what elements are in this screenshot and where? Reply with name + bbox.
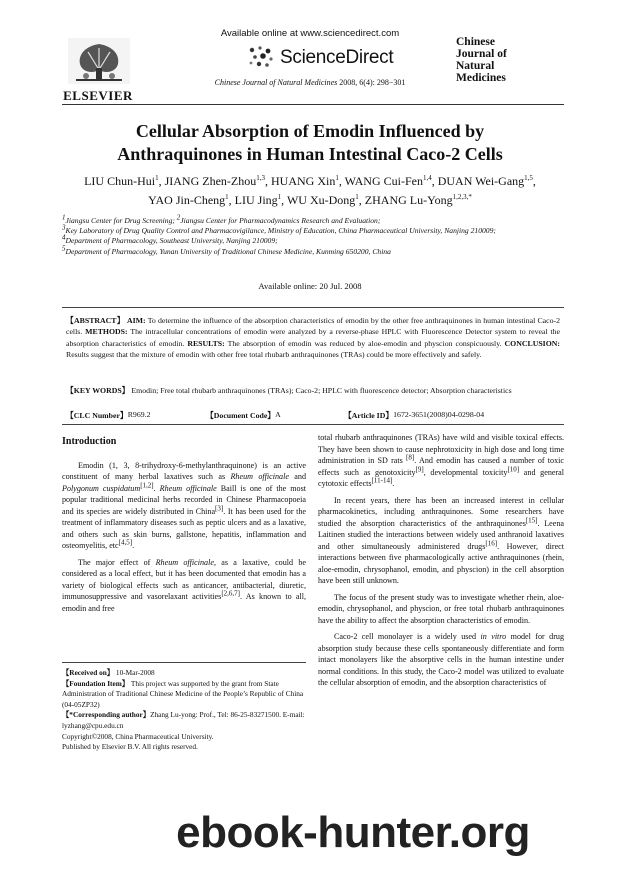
text-run: .	[153, 483, 160, 493]
keywords-text: Emodin; Free total rhubarb anthraquinones (TRAs); Caco-2; HPLC with fluorescence detector; Absorption characteristics	[129, 386, 512, 395]
author-name: WU Xu-Dong	[286, 193, 356, 207]
journal-box-line: Medicines	[456, 72, 506, 84]
article-id-label: 【Article ID】	[344, 411, 394, 420]
author-name: LIU Chun-Hui	[84, 174, 156, 188]
citation-ref[interactable]: [9]	[415, 464, 424, 473]
author-sup: 1,5	[524, 174, 533, 182]
journal-box-line: Chinese	[456, 36, 495, 48]
abstract-top-rule	[62, 307, 564, 308]
body-paragraph	[318, 495, 564, 587]
publisher-logo-text: ELSEVIER	[63, 88, 133, 103]
species-name: Rheum officinale	[155, 557, 214, 567]
methods-label: METHODS:	[85, 327, 128, 337]
journal-name: Chinese Journal of Natural Medicines	[214, 78, 338, 87]
abstract-bottom-rule	[62, 424, 564, 425]
text-run: . Leena Laitinen studied the interactions between widely used anthranoid laxatives and other simultaneously administered drugs	[318, 518, 564, 551]
text-run: The major effect of	[78, 557, 156, 567]
corresponding-note	[62, 710, 306, 731]
affiliation	[62, 244, 564, 257]
sciencedirect-logo-text: ScienceDirect	[280, 47, 394, 68]
text-run: .	[392, 479, 395, 488]
clc-number	[66, 410, 151, 421]
keywords-label: 【KEY WORDS】	[66, 386, 130, 395]
clc-label: 【CLC Number】	[66, 411, 128, 420]
affil-sup: 2	[176, 213, 181, 222]
abstract	[66, 315, 560, 361]
foundation-note	[62, 679, 306, 711]
text-run: Baill is one of the most popular traditional medicinal herbs recorded in Chinese Pharmacopoeia and its species are widely distributed in China	[62, 483, 306, 516]
corresponding-label: 【*Corresponding author】	[62, 710, 151, 720]
affil-text: Department of Pharmacology, Southeast University, Nanjing 210009;	[65, 236, 278, 246]
text-run: Caco-2 cell monolayer is a widely used	[334, 632, 481, 641]
citation-ref[interactable]: [2,6,7]	[221, 589, 240, 598]
conclusion-text: Results suggest that the mixture of emodin with other free total rhubarb anthraquinones (TRAs) could be more effectively and safely.	[66, 350, 482, 360]
copyright-note: Copyright©2008, China Pharmaceutical University.	[62, 731, 214, 741]
author-sup: 1,4	[422, 174, 432, 182]
aim-label: AIM:	[127, 316, 146, 325]
footnote-rule	[62, 662, 306, 663]
aim-text: To determine the influence of the absorption characteristics of emodin by the other free anthraquinones in human intestinal Caco-2 cells.	[66, 316, 560, 337]
affiliation	[62, 223, 564, 236]
received-date: 10-Mar-2008	[114, 668, 155, 677]
publisher-note: Published by Elsevier B.V. All rights reserved.	[62, 742, 198, 752]
citation-ref[interactable]: [15]	[525, 515, 538, 524]
text-run: model for drug absorption study because these cells spontaneously differentiate and form intact monolayers like the absorptive cells in the human intestine under normal conditions. In this study, the Caco-2 model was utilized to evaluate the cellular absorption of emodin, and the absorption characteristics of	[318, 632, 564, 687]
author-sup: 1,2,3,*	[452, 193, 472, 201]
right-column	[318, 432, 564, 689]
text-run: . And emodin has caused a number of toxic effects such as genotoxicity	[318, 456, 564, 477]
author-name: DUAN Wei-Gang	[437, 174, 525, 188]
methods-text: The intracellular concentrations of emodin were analyzed by a reverse-phase HPLC with Fluorescence Detector system to reveal the absorption characteristics of emodin.	[66, 327, 560, 348]
affiliation	[62, 233, 564, 246]
body-paragraph: The focus of the present study was to investigate whether rhein, aloe-emodin, chrysophanol, and physcion, or free total rhubarb anthraquinones have the ability to affect the absorption characteristics of emodin.	[318, 592, 564, 625]
text-run: , as a laxative, could be considered as a local effect, but it has been documented that emodin has a variety of biological effects such as anticancer, antibacterial, diuretic, immunosuppressive and vasorelaxant activities	[62, 557, 306, 601]
sciencedirect-dots-icon	[246, 44, 276, 70]
doc-label: 【Document Code】	[206, 411, 276, 420]
citation-ref[interactable]: [8]	[406, 453, 415, 462]
paper-title	[40, 120, 580, 166]
header-divider	[62, 104, 564, 105]
available-online-date: Available online: 20 Jul. 2008	[258, 281, 362, 291]
section-heading-introduction: Introduction	[62, 436, 117, 447]
text-run: , developmental toxicity	[423, 467, 508, 477]
species-name: Rheum officinale	[159, 483, 217, 493]
affil-sup: 3	[62, 223, 66, 232]
affil-text: Jiangsu Center for Pharmacodynamics Research and Evaluation;	[180, 216, 381, 225]
results-text: The absorption of emodin was reduced by aloe-emodin and physcion conspicuously.	[224, 338, 505, 348]
foundation-label: 【Foundation Item】	[62, 678, 130, 688]
affil-text: Department of Pharmacology, Yunan University of Traditional Chinese Medicine, Kunming 650200, China	[65, 246, 391, 256]
affiliations	[62, 213, 564, 257]
author-sup: 1	[335, 174, 339, 182]
affil-sup: 5	[62, 244, 66, 253]
article-identifiers	[66, 410, 560, 422]
affil-sup: 4	[62, 233, 66, 242]
affiliation	[62, 213, 564, 226]
journal-title-box	[456, 36, 564, 98]
author-name: HUANG Xin	[270, 174, 336, 188]
clc-value: R969.2	[127, 410, 151, 419]
doc-value: A	[275, 410, 281, 419]
affil-text: Key Laboratory of Drug Quality Control and Pharmacovigilance, Ministry of Education, China Pharmaceutical University, Nanjing 210009;	[65, 226, 496, 236]
intro-paragraph	[62, 460, 306, 552]
watermark-text: ebook-hunter.org	[176, 808, 530, 857]
received-note	[62, 668, 306, 679]
journal-volume: 2008, 6(4): 298−301	[337, 78, 406, 87]
citation-ref[interactable]: [11-14]	[371, 476, 393, 485]
citation-ref[interactable]: [10]	[507, 464, 520, 473]
available-online-header[interactable]: Available online at www.sciencedirect.com	[220, 28, 400, 39]
italic-term: in vitro	[480, 632, 507, 641]
article-id	[344, 410, 485, 421]
title-line: Cellular Absorption of Emodin Influenced by	[135, 121, 485, 141]
affil-sup: 1	[62, 213, 66, 222]
text-run: .	[132, 541, 135, 550]
footnotes	[62, 668, 306, 753]
citation-ref[interactable]: [16]	[485, 538, 498, 547]
keywords	[66, 385, 560, 396]
text-run: In recent years, there has been an increased interest in cellular pharmacokinetics, including anthraquinones. Some researchers have studied the absorption characteristics of the anthraquinones	[318, 495, 564, 528]
author-sup: 1	[155, 174, 159, 182]
title-line: Anthraquinones in Human Intestinal Caco-2 Cells	[117, 144, 503, 164]
text-run: . It has been used for the treatment of inflammatory diseases such as peptic ulcers and as a laxative, and others such as skin burns, gallstone, hepatitis, inflammation and osteomyelitis, etc	[62, 506, 306, 550]
citation-ref[interactable]: [4,5]	[118, 538, 133, 547]
author-list: LIU Chun-Hui$^1$, JIANG Zhen-Zhou$^{1,3}$, HUANG Xin$^1$, WANG Cui-Fen$^{1,4}$, DUAN Wei-Gang$^{1,5}$, YAO Jin-Cheng$^1$, LIU Jing$^1$, WU Xu-Dong$^1$, ZHANG Lu-Yong$^{1,2,3,*}$	[84, 174, 536, 207]
author-name: ZHANG Lu-Yong	[364, 193, 453, 207]
received-label: 【Received on】	[62, 668, 115, 677]
species-name: Rheum officinale	[230, 472, 289, 481]
citation-ref[interactable]: [3]	[215, 503, 224, 512]
text-run: and	[288, 472, 306, 481]
species-name: Polygonum cuspidatum	[62, 483, 141, 493]
author-sup: 1,3	[256, 174, 265, 182]
author-sup: 1	[225, 193, 229, 201]
affil-text: Jiangsu Center for Drug Screening;	[65, 216, 177, 225]
body-paragraph	[318, 432, 564, 490]
journal-box-line: Journal of	[456, 48, 507, 60]
conclusion-label: CONCLUSION:	[504, 338, 560, 348]
author-sup: 1	[355, 193, 359, 201]
document-code	[206, 410, 281, 421]
text-run: . As known to all, emodin and free	[62, 592, 307, 613]
author-name: WANG Cui-Fen	[344, 174, 423, 188]
author-sup: 1	[277, 193, 282, 201]
abstract-label: 【ABSTRACT】	[66, 316, 125, 325]
text-run: Emodin (1, 3, 8-trihydroxy-6-methylanthraquinone) is an active constituent of many herbal laxatives such as	[62, 460, 306, 481]
author-name: YAO Jin-Cheng	[148, 193, 226, 207]
text-run: and general cytotoxic effects	[318, 467, 564, 488]
left-column	[62, 432, 306, 614]
author-name: LIU Jing	[234, 193, 278, 207]
corresponding-text[interactable]: Zhang Lu-yong: Prof., Tel: 86-25-83271500. E-mail: lyzhang@cpu.edu.cn	[62, 710, 305, 730]
foundation-text: This project was supported by the grant from State Administration of Traditional Chinese Medicine of the People’s Republic of China (04-05ZP32)	[62, 678, 304, 709]
article-id-value: 1672-3651(2008)04-0298-04	[393, 410, 485, 419]
text-run: total rhubarb anthraquinones (TRAs) have wild and visible toxical effects. They have been shown to cause nephrotoxicity in high dose and long time administration in SD rats	[318, 433, 564, 465]
body-paragraph	[318, 631, 564, 689]
intro-paragraph	[62, 557, 306, 615]
author-name: JIANG Zhen-Zhou	[164, 174, 257, 188]
results-label: RESULTS:	[187, 338, 225, 348]
text-run: . However, direct interactions between five pharmacologically active anthraquinones (rhein, aloe-emodin, chrysophanol, emodin, and physcion) in the cell absorption have been still unknown.	[318, 541, 565, 585]
citation-ref[interactable]: [1,2]	[140, 480, 154, 489]
journal-box-line: Natural	[456, 60, 495, 72]
